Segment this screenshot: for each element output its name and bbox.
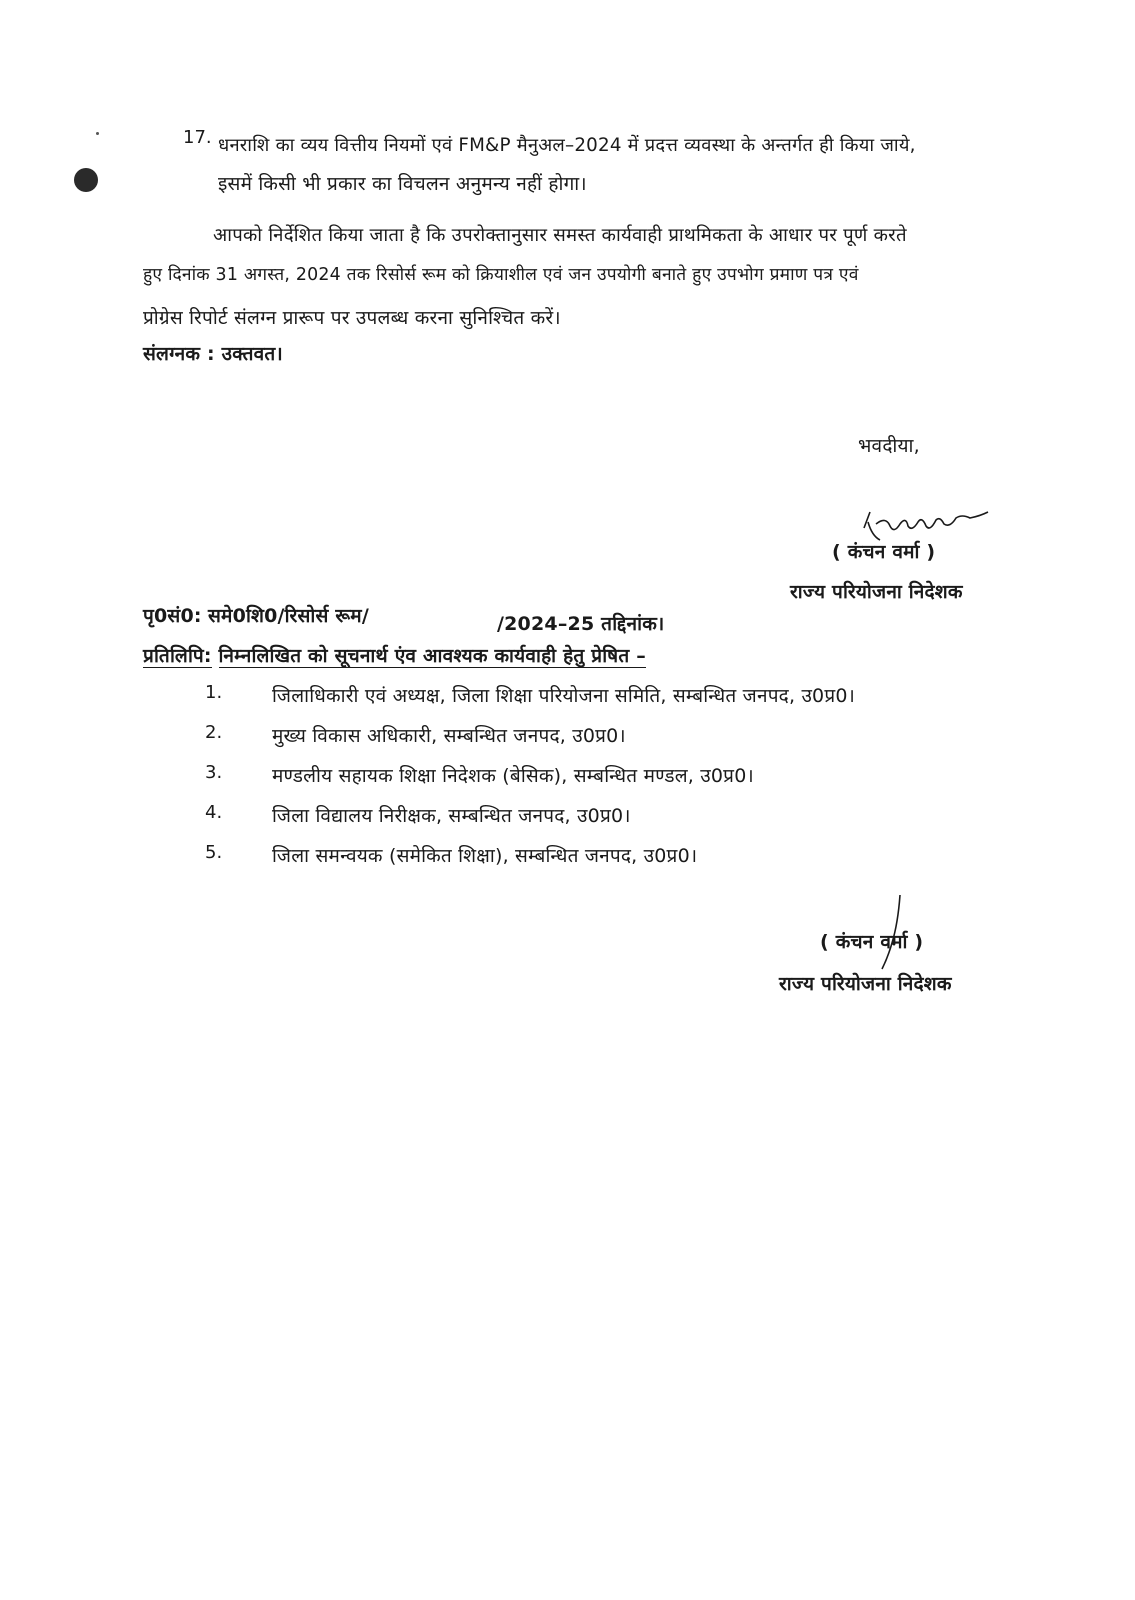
signatory-1-name: ( कंचन वर्मा ) xyxy=(832,541,936,563)
copy-to-label: प्रतिलिपि: xyxy=(143,645,212,667)
copy-item-number: 1. xyxy=(205,682,223,703)
punch-hole-mark xyxy=(74,168,98,192)
closing-salutation: भवदीया, xyxy=(858,435,920,457)
copy-item-number: 4. xyxy=(205,802,223,823)
direction-line-3: प्रोग्रेस रिपोर्ट संलग्न प्रारूप पर उपलब्ध करना सुनिश्चित करें। xyxy=(143,307,561,329)
direction-line-2: हुए दिनांक 31 अगस्त, 2024 तक रिसोर्स रूम को क्रियाशील एवं जन उपयोगी बनाते हुए उपभोग प्रमाण पत्र एवं xyxy=(143,265,859,285)
point-17-line-2: इसमें किसी भी प्रकार का विचलन अनुमन्य नहीं होगा। xyxy=(218,173,587,195)
reference-prefix: पृ0सं0: xyxy=(143,605,202,627)
enclosure-note: संलग्नक : उक्तवत। xyxy=(143,343,283,365)
copy-item-number: 2. xyxy=(205,722,223,743)
direction-line-1: आपको निर्देशित किया जाता है कि उपरोक्तानुसार समस्त कार्यवाही प्राथमिकता के आधार पर पूर्ण करते xyxy=(213,225,907,246)
point-17-line-1: धनराशि का व्यय वित्तीय नियमों एवं FM&P मैनुअल–2024 में प्रदत्त व्यवस्था के अन्तर्गत ही किया जाये, xyxy=(218,135,916,156)
copy-item-number: 3. xyxy=(205,762,223,783)
point-17-number: 17. xyxy=(183,127,212,148)
copy-item-text: जिलाधिकारी एवं अध्यक्ष, जिला शिक्षा परियोजना समिति, सम्बन्धित जनपद, उ0प्र0। xyxy=(272,685,856,707)
signatory-1-designation: राज्य परियोजना निदेशक xyxy=(790,581,963,603)
scan-speck xyxy=(96,132,99,135)
copy-item-text: जिला विद्यालय निरीक्षक, सम्बन्धित जनपद, उ0प्र0। xyxy=(272,805,631,827)
copy-item-text: मुख्य विकास अधिकारी, सम्बन्धित जनपद, उ0प्र0। xyxy=(272,725,626,747)
copy-item-number: 5. xyxy=(205,842,223,863)
copy-item-text: मण्डलीय सहायक शिक्षा निदेशक (बेसिक), सम्बन्धित मण्डल, उ0प्र0। xyxy=(272,765,754,787)
signatory-2-designation: राज्य परियोजना निदेशक xyxy=(779,973,952,995)
reference-suffix: /2024–25 तद्दिनांक। xyxy=(497,613,665,635)
copy-item-text: जिला समन्वयक (समेकित शिक्षा), सम्बन्धित जनपद, उ0प्र0। xyxy=(272,845,698,867)
copy-to-text: निम्नलिखित को सूचनार्थ एंव आवश्यक कार्यवाही हेतु प्रेषित – xyxy=(218,645,646,667)
signatory-2-name: ( कंचन वर्मा ) xyxy=(820,931,924,953)
reference-code: समे0शि0/रिसोर्स रूम/ xyxy=(208,605,370,627)
